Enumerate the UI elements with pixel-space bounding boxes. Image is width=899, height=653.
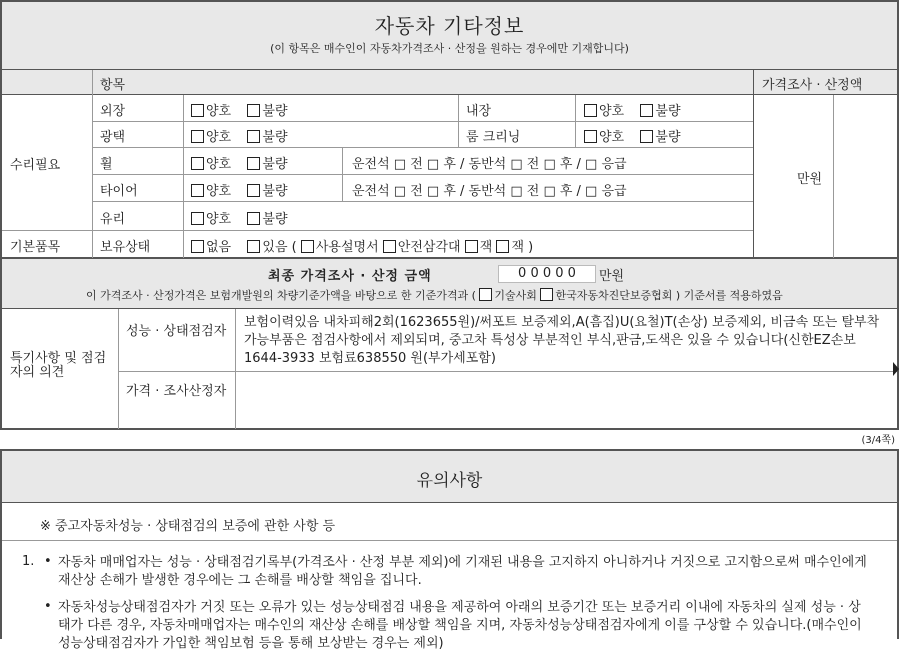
perf-checker-opinion: 보험이력있음 내차피해2회(1623655원)/써포트 보증제외,A(흠집)U(요철)T(손상) 보증제외, 비금속 또는 탈부착 가능부품은 점검사항에서 제외되며, 중고차 특성상 부분적인 부식,판금,도색은 있을 수 있습니다(신한EZ손보1644-3933 보험료638550 원(부가세포함) <box>244 315 880 366</box>
good-label: 양호 <box>206 104 232 119</box>
gloss-label: 광택 <box>100 130 126 145</box>
room-cleaning-label: 룸 크리닝 <box>466 130 521 145</box>
col-item-header: 항목 <box>100 78 126 93</box>
notice-title: 유의사항 <box>416 471 483 491</box>
bad-label: 불량 <box>655 104 681 119</box>
bad-label: 불량 <box>262 212 288 227</box>
note-suffix: ) 기준서를 적용하였음 <box>675 289 783 302</box>
perf-checker-label: 성능 · 상태점검자 <box>126 324 227 339</box>
interior-bad-checkbox[interactable] <box>640 104 653 117</box>
opt1-checkbox[interactable] <box>479 288 492 301</box>
spanner-label: 잭 ) <box>511 240 534 255</box>
room-cleaning-options <box>584 126 681 145</box>
basic-none-checkbox[interactable] <box>191 240 204 253</box>
room-cleaning-good-checkbox[interactable] <box>584 130 597 143</box>
good-label: 양호 <box>599 104 625 119</box>
opt2-checkbox[interactable] <box>540 288 553 301</box>
manual-checkbox[interactable] <box>301 240 314 253</box>
interior-good-checkbox[interactable] <box>584 104 597 117</box>
room-cleaning-bad-checkbox[interactable] <box>640 130 653 143</box>
exterior-label: 외장 <box>100 104 126 119</box>
glass-bad-checkbox[interactable] <box>247 212 260 225</box>
exterior-good-checkbox[interactable] <box>191 104 204 117</box>
spanner-checkbox[interactable] <box>496 240 509 253</box>
col-price-header: 가격조사 · 산정액 <box>762 78 863 93</box>
note-prefix: 이 가격조사 · 산정가격은 보험개발원의 차량기준가액을 바탕으로 한 기준가격과 ( <box>86 289 476 302</box>
notice-bullet-2: 자동차성능상태점검자가 거짓 또는 오류가 있는 성능상태점검 내용을 제공하여 아래의 보증기간 또는 보증거리 이내에 자동차의 실제 성능 · 상태가 다른 경우, 자동차매매업자는 매수인의 재산상 손해를 배상할 책임을 지며, 자동차성능상태점검자에게 이를 구상할 수 있습니다.(매수인이 성능상태점검자가 가입한 책임보험 등을 통해 보상받는 경우는 제외) <box>58 600 862 651</box>
wheel-positions: 운전석 □ 전 □ 후 / 동반석 □ 전 □ 후 / □ 응급 <box>352 157 627 172</box>
exterior-bad-checkbox[interactable] <box>247 104 260 117</box>
jack-label: 잭 <box>479 240 493 255</box>
final-price-unit: 만원 <box>599 269 625 284</box>
bad-label: 불량 <box>262 104 288 119</box>
cursor-arrow-icon <box>893 362 899 376</box>
good-label: 양호 <box>206 157 232 172</box>
notice-subtitle: ※ 중고자동차성능 · 상태점검의 보증에 관한 사항 등 <box>40 519 336 534</box>
none-label: 없음 <box>206 240 232 255</box>
wheel-label: 휠 <box>100 157 113 172</box>
final-price-note <box>86 287 783 303</box>
basic-have-checkbox[interactable] <box>247 240 260 253</box>
wheel-options <box>191 153 288 172</box>
wheel-good-checkbox[interactable] <box>191 157 204 170</box>
basic-status-options <box>191 236 533 255</box>
opinion-group-label: 특기사항 및 점검자의 의견 <box>10 351 107 380</box>
have-label: 있음 ( <box>262 240 297 255</box>
opt1-label: 기술사회 <box>494 289 537 302</box>
gloss-good-checkbox[interactable] <box>191 130 204 143</box>
glass-good-checkbox[interactable] <box>191 212 204 225</box>
gloss-options <box>191 126 288 145</box>
manual-label: 사용설명서 <box>315 240 379 255</box>
good-label: 양호 <box>206 184 232 199</box>
bad-label: 불량 <box>655 130 681 145</box>
glass-options <box>191 208 288 227</box>
price-amount-unit: 만원 <box>797 172 823 187</box>
bad-label: 불량 <box>262 184 288 199</box>
bullet-icon: • <box>44 599 52 614</box>
basic-group-label: 기본품목 <box>10 240 61 255</box>
gloss-bad-checkbox[interactable] <box>247 130 260 143</box>
good-label: 양호 <box>206 130 232 145</box>
jack-checkbox[interactable] <box>465 240 478 253</box>
final-price-title: 최종 가격조사 · 산정 금액 <box>268 269 432 284</box>
final-price-amount[interactable]: 0 0 0 0 0 <box>498 265 596 283</box>
notice-item-number: 1. <box>22 554 35 569</box>
bullet-icon: • <box>44 554 52 569</box>
basic-status-label: 보유상태 <box>100 240 151 255</box>
good-label: 양호 <box>206 212 232 227</box>
section-subtitle: (이 항목은 매수인이 자동차가격조사 · 산정을 원하는 경우에만 기재합니다) <box>270 42 629 55</box>
page-indicator: (3/4쪽) <box>861 435 895 446</box>
notice-bullet-1: 자동차 매매업자는 성능 · 상태점검기록부(가격조사 · 산정 부분 제외)에 기재된 내용을 고지하지 아니하거나 거짓으로 고지함으로써 매수인에게 재산상 손해가 발생한 경우에는 그 손해를 배상할 책임을 집니다. <box>58 555 867 588</box>
bad-label: 불량 <box>262 157 288 172</box>
triangle-label: 안전삼각대 <box>397 240 461 255</box>
section-title: 자동차 기타정보 <box>374 14 525 38</box>
interior-label: 내장 <box>466 104 492 119</box>
tire-bad-checkbox[interactable] <box>247 184 260 197</box>
triangle-checkbox[interactable] <box>383 240 396 253</box>
tire-good-checkbox[interactable] <box>191 184 204 197</box>
good-label: 양호 <box>599 130 625 145</box>
exterior-options <box>191 100 288 119</box>
price-checker-label: 가격 · 조사산정자 <box>126 384 227 399</box>
tire-positions: 운전석 □ 전 □ 후 / 동반석 □ 전 □ 후 / □ 응급 <box>352 184 627 199</box>
bad-label: 불량 <box>262 130 288 145</box>
glass-label: 유리 <box>100 212 126 227</box>
tire-label: 타이어 <box>100 184 138 199</box>
tire-options <box>191 180 288 199</box>
repair-group-label: 수리필요 <box>10 158 61 173</box>
wheel-bad-checkbox[interactable] <box>247 157 260 170</box>
opt2-label: 한국자동차진단보증협회 <box>555 289 673 302</box>
interior-options <box>584 100 681 119</box>
